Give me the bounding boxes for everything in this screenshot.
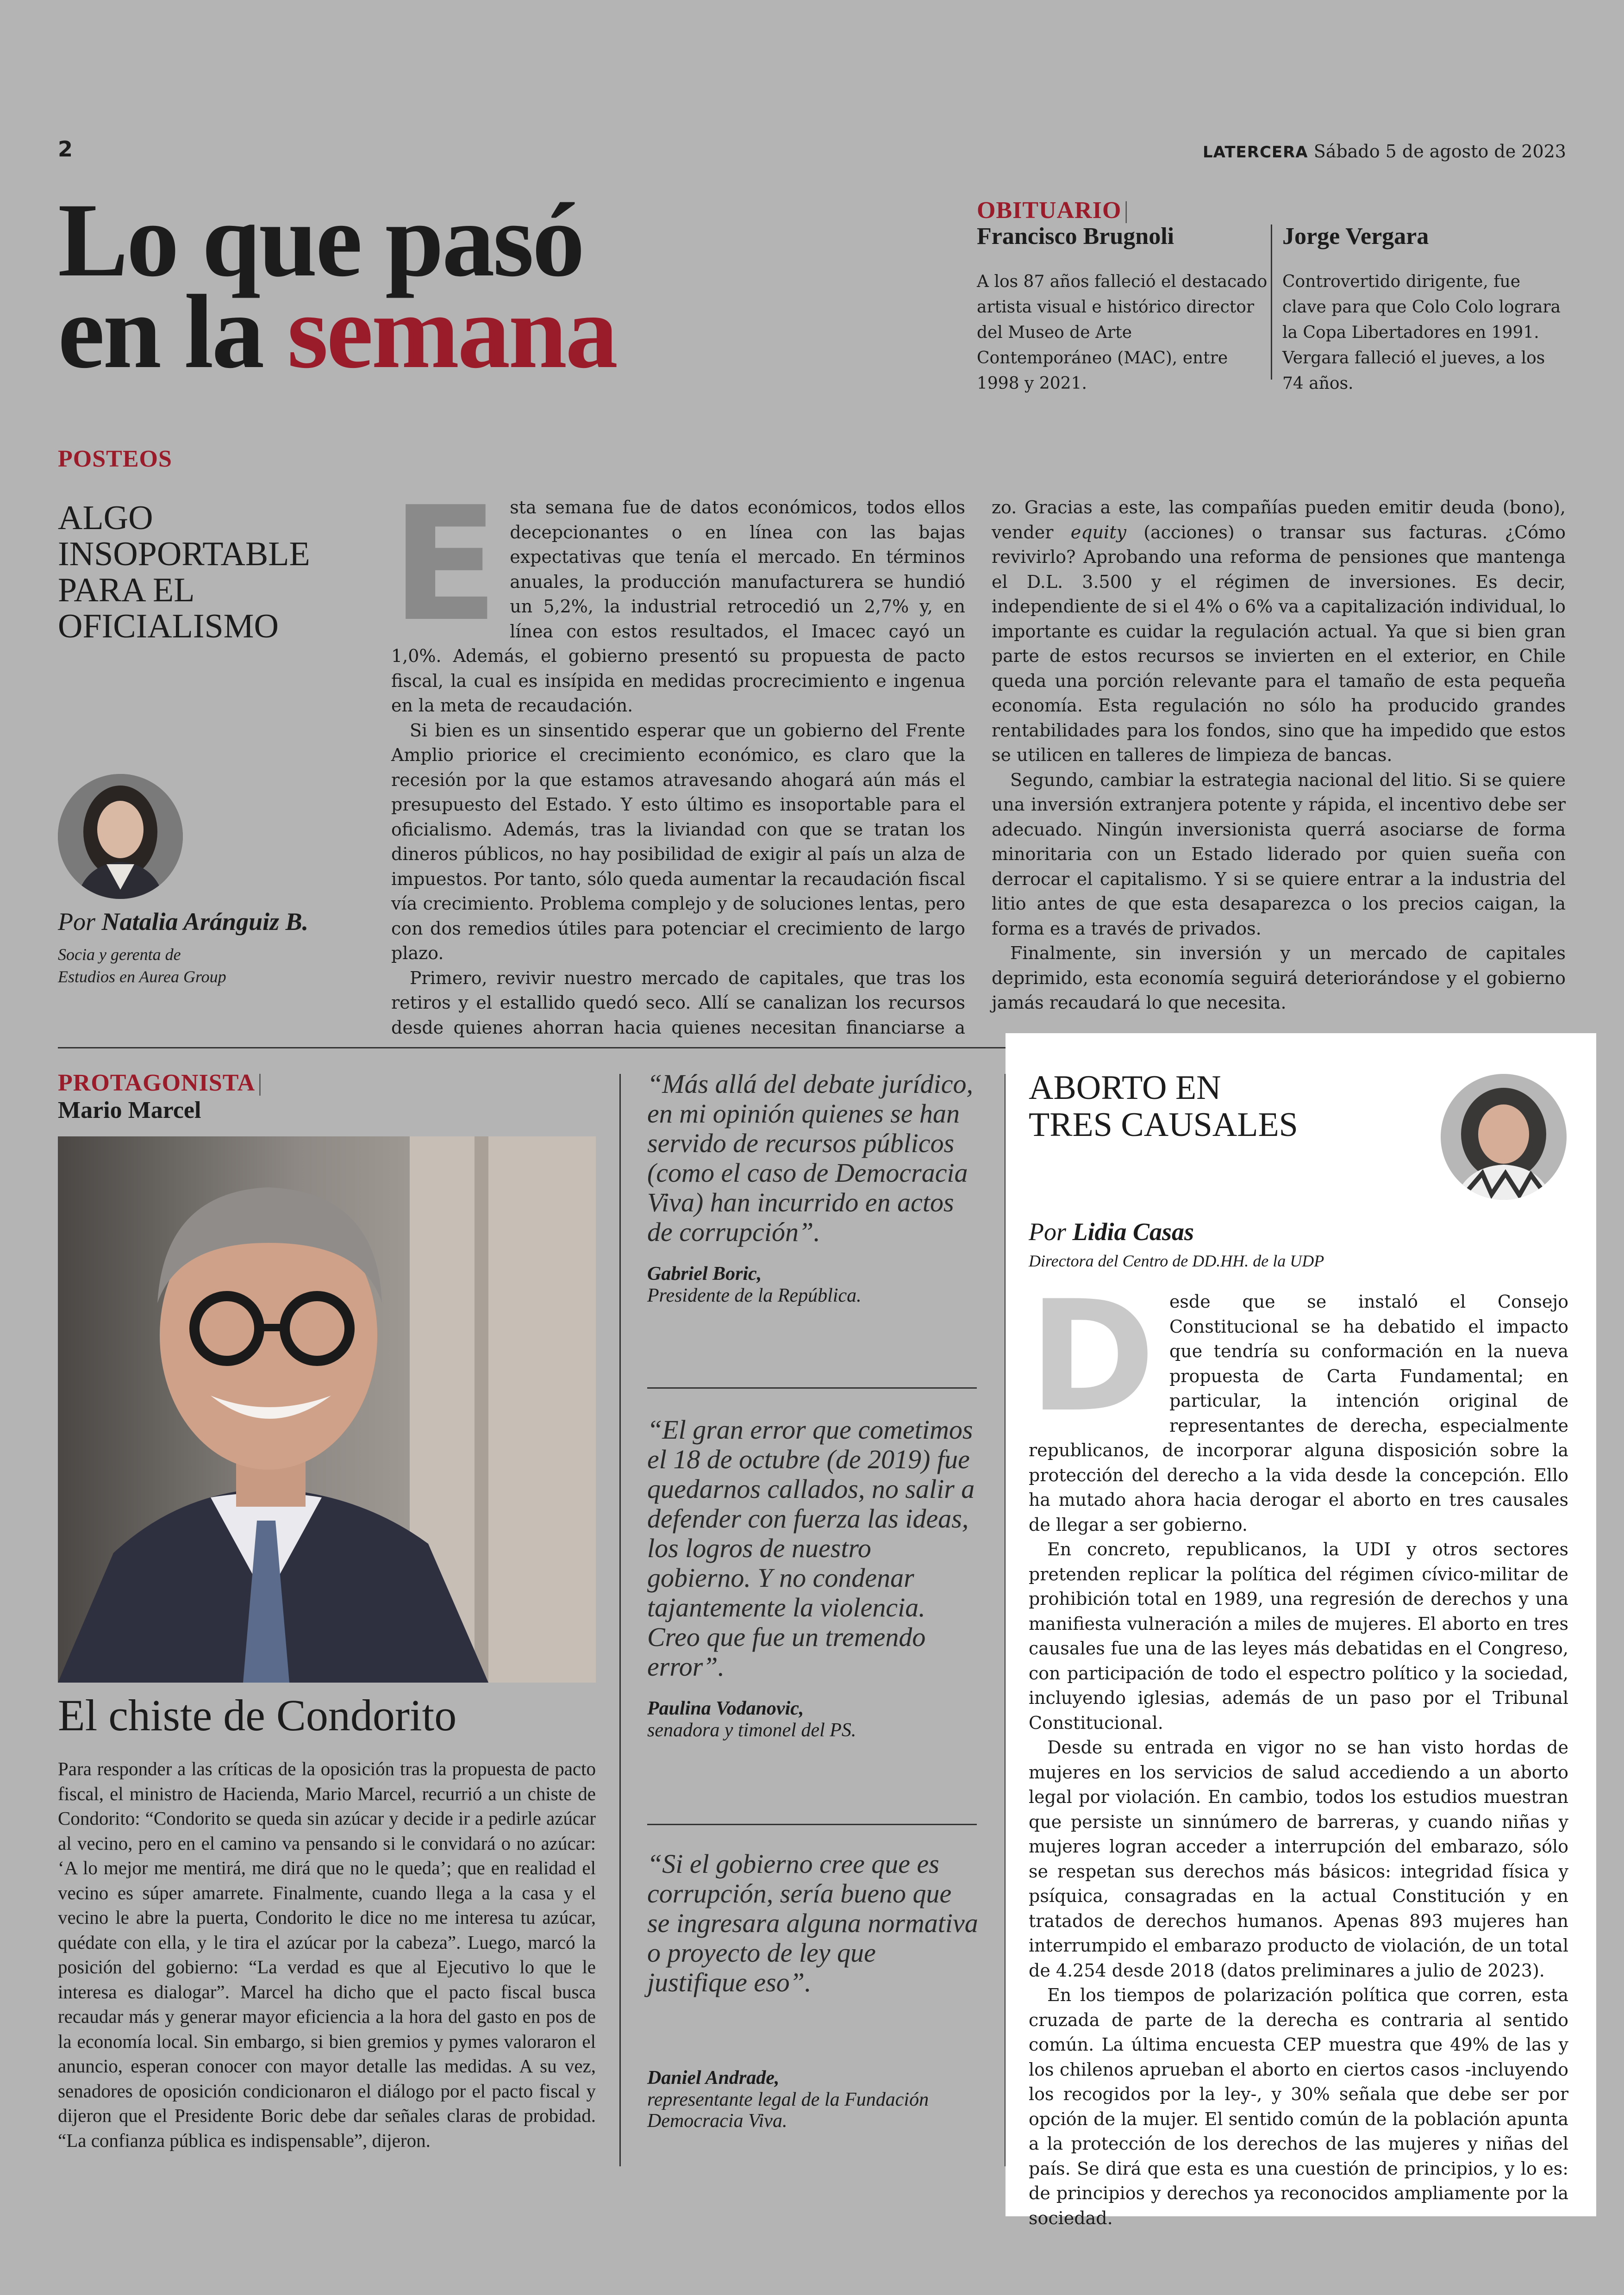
quote-block-3 xyxy=(647,1849,981,2132)
brand-name: LATERCERA xyxy=(1203,143,1308,162)
opinion-title xyxy=(1029,1069,1298,1143)
issue-date: Sábado 5 de agosto de 2023 xyxy=(1313,141,1566,162)
section-divider xyxy=(58,1047,1006,1048)
page-number: 2 xyxy=(58,137,73,162)
author-role xyxy=(58,943,226,988)
posteos-kicker: POSTEOS xyxy=(58,446,172,472)
opinion-byline xyxy=(1029,1217,1194,1246)
quote-author-role: senadora y timonel del PS. xyxy=(647,1720,856,1741)
quote-block-1 xyxy=(647,1069,981,1306)
quote-divider xyxy=(647,1387,977,1389)
obituary-name: Jorge Vergara xyxy=(1282,223,1429,249)
quote-divider xyxy=(647,1824,977,1825)
protagonist-body: Para responder a las críticas de la oposición tras la propuesta de pacto fiscal, el ministro de Hacienda, Mario Marcel, recurrió a un chiste de Condorito: “Condorito se queda sin azúcar y decide ir a pedirle azúcar al vecino, pero en el camino va pensando si le convidará o no azúcar: ‘A lo mejor me mentirá, me dirá que no le queda’; que en realidad el vecino es súper amarrete. Finalmente, cuando llega a la casa y el vecino le abre la puerta, Condorito le dice no me interesa tu azúcar, quédate con ella, y le tira el azúcar por la cabeza”. Luego, marcó la posición del gobierno: “La verdad es que al Ejecutivo lo que le interesa es dialogar”. Marcel ha dicho que el pacto fiscal busca recaudar más y generar mayor eficiencia a la hora del gasto en pos de la economía local. Sin embargo, si bien gremios y pymes valoraron el anuncio, esperan conocer con mayor detalle las medidas. A su vez, senadores de oposición condicionaron el diálogo por el pacto fiscal y dijeron que el Presidente Boric debe dar señales claras de probidad. “La confianza pública es indispensable”, dijeron. xyxy=(58,1758,596,2151)
protagonist-separator: | xyxy=(257,1070,263,1096)
obituary-text: Controvertido dirigente, fue clave para que Colo Colo lograra la Copa Libertadores en 1991. Vergara falleció el jueves, a los 74 años. xyxy=(1282,272,1561,393)
obituary-name: Francisco Brugnoli xyxy=(977,223,1174,249)
obituary-text: A los 87 años falleció el destacado artista visual e histórico director del Museo de Arte Contemporáneo (MAC), entre 1998 y 2021. xyxy=(977,272,1268,393)
protagonist-name: Mario Marcel xyxy=(58,1097,201,1123)
byline-prefix: Por xyxy=(58,908,102,935)
protagonist-headline: El chiste de Condorito xyxy=(58,1690,457,1740)
section-title-line1: Lo que pasó xyxy=(58,182,583,299)
opinion-title-line2: TRES CAUSALES xyxy=(1029,1106,1298,1144)
opinion-author-role: Directora del Centro de DD.HH. de la UDP xyxy=(1029,1252,1324,1270)
quote-text: “El gran error que cometimos el 18 de octubre (de 2019) fue quedarnos callados, no salir a defender con fuerza las ideas, los logros de nuestro gobierno. Y no condenar tajantemente la violencia. Creo que fue un tremendo error”. xyxy=(647,1415,975,1682)
obituary-divider xyxy=(1271,225,1272,380)
author-portrait-image xyxy=(1441,1074,1567,1200)
dropcap-letter: E xyxy=(391,473,499,656)
paragraph: Segundo, cambiar la estrategia nacional del litio. Si se quiere una inversión extranjera potente y rápida, el incentivo debe ser adecuado. Ningún inversionista querrá asociarse de forma minoritaria con un Estado liderado por quien sueña con derrocar el capitalismo. Y si se quiere entrar a la industria del litio antes de que esta desaparezca o los precios caigan, la forma es a través de privados. xyxy=(992,769,1566,939)
opinion-body xyxy=(1029,1268,1568,2231)
paragraph: Primero, revivir nuestro mercado de capitales, que tras los retiros y el estallido quedó seco. Allí se canalizan los recursos desde quienes ahorran hacia quienes necesitan financiarse a xyxy=(391,967,965,1038)
author-role-line2: Estudios en Aurea Group xyxy=(58,967,226,986)
quote-text: “Si el gobierno cree que es corrupción, sería bueno que se ingresara alguna normativa o proyecto de ley que justifique eso”. xyxy=(647,1849,978,1997)
posteos-body-col2 xyxy=(992,495,1566,1016)
paragraph: Si bien es un sinsentido esperar que un gobierno del Frente Amplio priorice el crecimiento económico, es claro que la recesión por la que estamos atravesando ahogará aún más el presupuesto del Estado. Y esto último es insoportable para el oficialismo. Además, tras la liviandad con que se tratan los dineros públicos, no hay posibilidad de exigir al país un alza de impuestos. Por tanto, sólo queda aumentar la recaudación fiscal vía crecimiento. Problema complejo y de soluciones lentas, pero con dos remedios útiles para potenciar el crecimiento de largo plazo. xyxy=(391,720,965,963)
posteos-body-col1 xyxy=(391,473,965,1041)
author-avatar-lidia xyxy=(1441,1074,1567,1200)
author-byline xyxy=(58,907,308,936)
author-avatar-natalia xyxy=(58,774,183,899)
author-name: Natalia Aránguiz B. xyxy=(101,908,309,935)
masthead xyxy=(1203,141,1566,162)
obituary-label-row xyxy=(977,197,1268,223)
quote-author: Paulina Vodanovic, xyxy=(647,1698,804,1719)
author-portrait-image xyxy=(58,774,183,899)
paragraph: Desde su entrada en vigor no se han visto hordas de mujeres en los servicios de salud accediendo a un aborto legal por violación. En cambio, todos los estudios muestran que persiste un sinnúmero de barreras, y cuando niñas y mujeres logran acceder a interrupción del embarazo, sólo se respetan sus derechos más básicos: integridad física y psíquica, consagradas en la actual Constitución y en tratados de derechos humanos. Apenas 893 mujeres han interrumpido el embarazo producto de violación, de un total de 4.254 desde 2018 (datos preliminares a julio de 2023). xyxy=(1029,1737,1568,1981)
protagonist-header xyxy=(58,1069,263,1124)
opinion-title-line1: ABORTO EN xyxy=(1029,1069,1221,1107)
column-title: ALGO INSOPORTABLE PARA EL OFICIALISMO xyxy=(58,499,310,645)
obituary-item-1 xyxy=(977,197,1268,396)
quote-text: “Más allá del debate jurídico, en mi opinión quienes se han servido de recursos públicos (como el caso de Democracia Viva) han incurrido en actos de corrupción”. xyxy=(647,1069,973,1247)
quote-author: Daniel Andrade, xyxy=(647,2067,780,2089)
protagonist-photo xyxy=(58,1136,596,1683)
author-role-line1: Socia y gerenta de xyxy=(58,945,181,964)
paragraph: En concreto, republicanos, la UDI y otros sectores pretenden replicar la política del régimen cívico-militar de prohibición total en 1989, una regresión de derechos y una manifiesta vulneración a miles de mujeres. El aborto en tres causales fue una de las leyes más debatidas en el Congreso, con participación de todo el espectro político y la sociedad, incluyendo iglesias, además de un paso por el Tribunal Constitucional. xyxy=(1029,1539,1568,1733)
protagonist-kicker: PROTAGONISTA xyxy=(58,1070,256,1096)
title-accent: semana xyxy=(287,274,617,390)
author-name: Lidia Casas xyxy=(1072,1218,1194,1246)
byline-prefix: Por xyxy=(1029,1218,1073,1246)
paragraph: Finalmente, sin inversión y un mercado de capitales deprimido, esta economía seguirá deteriorándose y el gobierno jamás recaudará lo que necesita. xyxy=(992,943,1566,1013)
column-divider xyxy=(619,1074,621,2166)
section-title-line2 xyxy=(58,274,617,390)
paragraph: esde que se instaló el Consejo Constitucional se ha debatido el impacto que tendría su conformación en la nueva propuesta de Carta Fundamental; en particular, la intención original de representantes de derecha, especialmente republicanos, de incorporar alguna disposición sobre la protección del derecho a la vida desde la concepción. Ello ha mutado ahora hacia derogar el aborto en tres causales de llegar a ser gobierno. xyxy=(1029,1291,1568,1535)
dropcap-letter: D xyxy=(1029,1268,1156,1446)
paragraph-continued: zo. Gracias a este, las compañías pueden emitir deuda (bono), vender equity (acciones) o transar sus facturas. ¿Cómo revivirlo? Aprobando una reforma de pensiones que mantenga el D.L. 3.500 y el régimen de inversiones. Es decir, independiente de si el 4% o 6% va a capitalización individual, lo importante es cuidar la regulación actual. Ya que si bien gran parte de estos recursos se invierten en el exterior, en Chile queda una porción relevante para el tamaño de esta pequeña economía. Esta regulación no sólo ha producido grandes rentabilidades para los fondos, sino que ha impedido que estos se utilicen en talleres de limpieza de bancas. xyxy=(992,497,1566,765)
paragraph: sta semana fue de datos económicos, todos ellos decepcionantes o en línea con las bajas expectativas que tenía el mercado. En términos anuales, la producción manufacturera se hundió un 5,2%, la industrial retrocedió un 2,7% y, en línea con estos resultados, el Imacec cayó un 1,0%. Además, el gobierno presentó su propuesta de pacto fiscal, la cual es insípida en medidas procrecimiento e ingenua en la meta de recaudación. xyxy=(391,497,965,716)
paragraph: En los tiempos de polarización política que corren, esta cruzada de parte de la derecha es contraria al sentido común. La última encuesta CEP muestra que 49% de las y los chilenos aprueban el aborto en ciertos casos -incluyendo los recogidos por la ley-, y 30% señala que debe ser por opción de la mujer. El sentido común de la población apunta a la protección de los derechos de las mujeres y niñas del país. Se dirá que esta es una cuestión de principios, y lo es: de principios y derechos ya reconocidos ampliamente por la sociedad. xyxy=(1029,1985,1568,2228)
section-title xyxy=(58,182,617,390)
quote-author-role: Presidente de la República. xyxy=(647,1285,862,1306)
quote-author: Gabriel Boric, xyxy=(647,1263,762,1285)
quote-author-role: representante legal de la Fundación Democracia Viva. xyxy=(647,2089,929,2132)
title-prefix: en la xyxy=(58,274,287,390)
obituary-separator: | xyxy=(1124,197,1129,224)
quote-block-2 xyxy=(647,1415,981,1741)
protagonist-photo-image xyxy=(58,1136,596,1683)
obituary-label: OBITUARIO xyxy=(977,197,1122,224)
obituary-item-2 xyxy=(1282,197,1569,396)
